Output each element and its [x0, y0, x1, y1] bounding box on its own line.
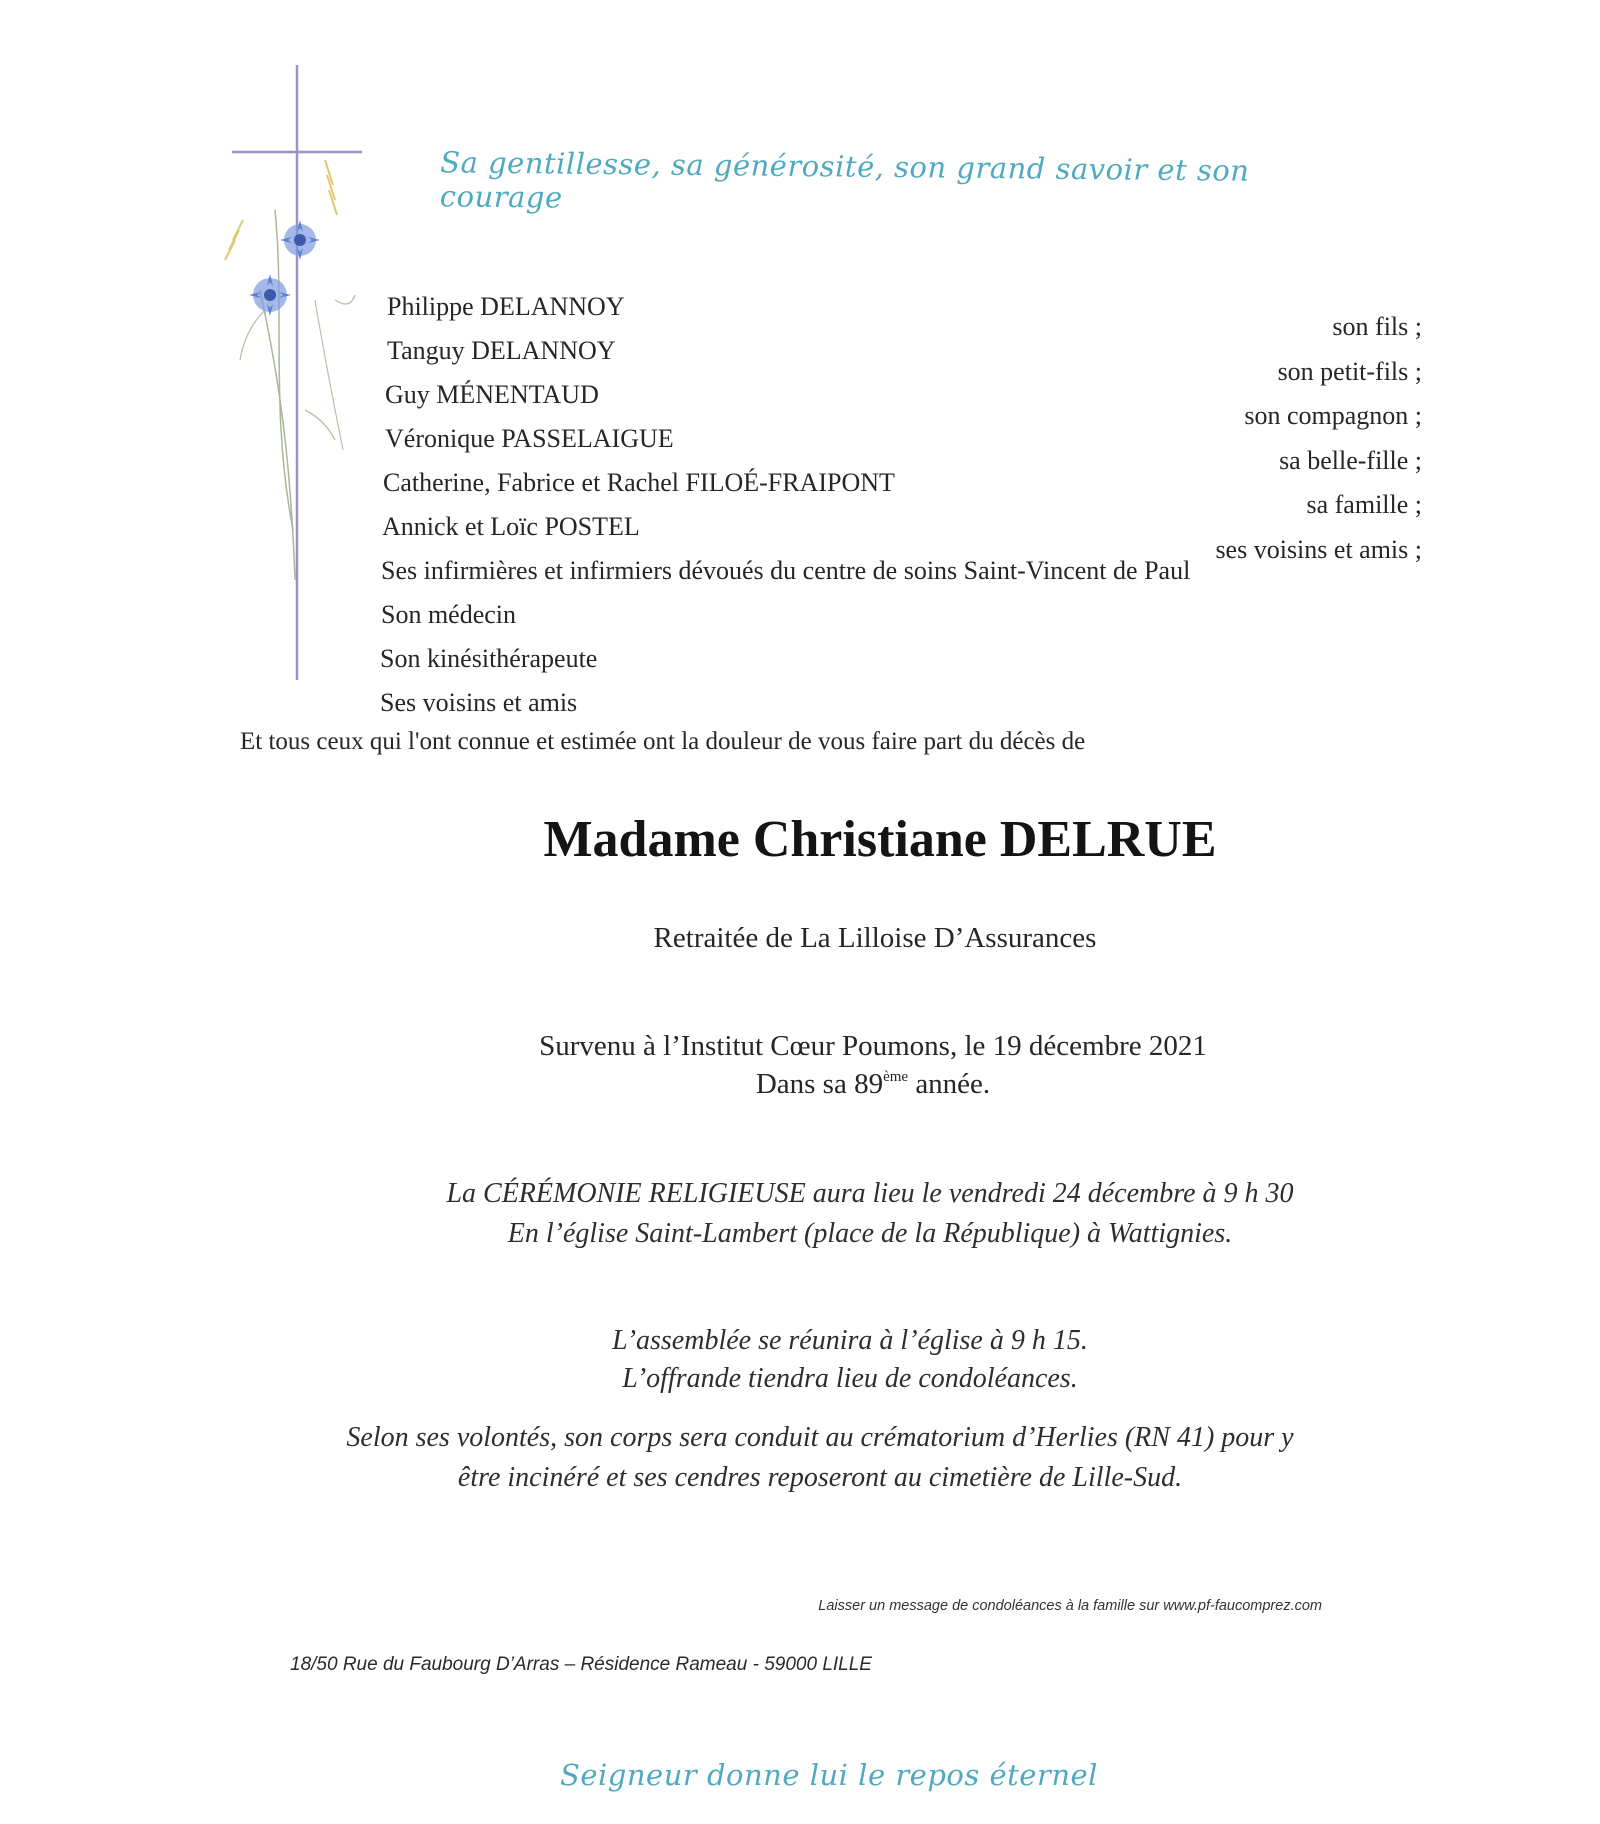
condolence-note: Laisser un message de condoléances à la famille sur www.pf-faucomprez.com: [818, 1598, 1322, 1614]
mourner-name: Annick et Loïc POSTEL: [382, 512, 640, 541]
address: 18/50 Rue du Faubourg D’Arras – Résidence Rameau - 59000 LILLE: [290, 1654, 872, 1675]
relation-label: son compagnon ;: [1244, 401, 1422, 430]
relation-label: sa famille ;: [1306, 490, 1422, 519]
mourner-name: Philippe DELANNOY: [387, 292, 625, 321]
assembly-line: L’offrande tiendra lieu de condoléances.: [622, 1363, 1078, 1394]
cremation-line: Selon ses volontés, son corps sera conduit au crématorium d’Herlies (RN 41) pour y: [346, 1422, 1294, 1453]
mourner-name: Guy MÉNENTAUD: [385, 380, 599, 409]
mourner-name: Tanguy DELANNOY: [387, 336, 616, 365]
age-suffix: année.: [908, 1068, 991, 1100]
ceremony-info: [0, 1174, 1600, 1254]
mourner-name: Son médecin: [381, 600, 517, 629]
header-motto: Sa gentillesse, sa générosité, son grand savoir et son courage: [439, 145, 1250, 215]
relation-label: ses voisins et amis ;: [1215, 534, 1422, 564]
cornflower-icon: [280, 220, 320, 260]
footer-motto: Seigneur donne lui le repos éternel: [560, 1758, 1098, 1792]
age-details: [0, 1068, 1600, 1101]
cremation-info: [0, 1418, 1600, 1498]
relation-label: sa belle-fille ;: [1279, 445, 1422, 475]
cremation-line: être incinéré et ses cendres reposeront au cimetière de Lille-Sud.: [457, 1462, 1183, 1493]
ceremony-line: La CÉRÉMONIE RELIGIEUSE aura lieu le vendredi 24 décembre à 9 h 30: [446, 1178, 1294, 1209]
mourner-name: Ses voisins et amis: [380, 688, 578, 717]
mourners-list: [380, 285, 1191, 725]
age-ordinal: ème: [883, 1069, 909, 1085]
announcement-intro: Et tous ceux qui l'ont connue et estimée ont la douleur de vous faire part du décès de: [240, 728, 1086, 755]
assembly-info: [0, 1322, 1600, 1398]
relation-label: son fils ;: [1332, 312, 1422, 341]
deceased-profession: Retraitée de La Lilloise D’Assurances: [653, 922, 1097, 954]
cornflower-icon: [249, 274, 291, 316]
relations-list: [1215, 305, 1422, 572]
cross-flowers-decoration: [215, 60, 365, 700]
assembly-line: L’assemblée se réunira à l’église à 9 h 15.: [612, 1325, 1088, 1356]
mourner-name: Véronique PASSELAIGUE: [385, 424, 674, 453]
mourner-name: Son kinésithérapeute: [380, 644, 598, 673]
mourner-name: Catherine, Fabrice et Rachel FILOÉ-FRAIPONT: [383, 468, 895, 497]
mourner-name: Ses infirmières et infirmiers dévoués du centre de soins Saint-Vincent de Paul: [381, 556, 1191, 585]
ceremony-line: En l’église Saint-Lambert (place de la République) à Wattignies.: [507, 1218, 1233, 1249]
death-details: Survenu à l’Institut Cœur Poumons, le 19 décembre 2021: [539, 1030, 1207, 1062]
age-prefix: Dans sa 89: [755, 1068, 884, 1100]
deceased-name: Madame Christiane DELRUE: [543, 811, 1217, 868]
relation-label: son petit-fils ;: [1277, 356, 1422, 386]
